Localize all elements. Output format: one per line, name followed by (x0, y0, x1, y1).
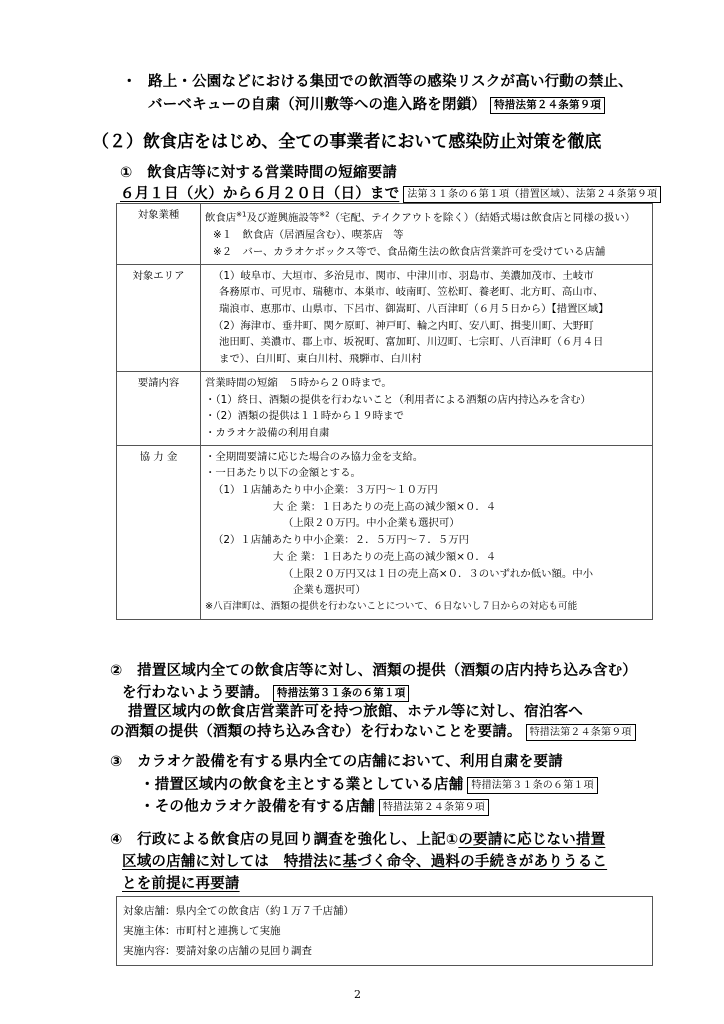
row-label: 対象エリア (117, 264, 201, 371)
law-tag: 特措法第２４条第９項 (379, 799, 489, 816)
item4-line2: 区域の店舗に対しては 特措法に基づく命令、過料の手続きがありうるこ (122, 854, 608, 870)
law-tag: 特措法第３１条の６第１項 (273, 685, 409, 702)
table-row (117, 204, 653, 265)
law-tag: 特措法第２４条第９項 (526, 724, 636, 741)
cell-line: （2）海津市、垂井町、関ケ原町、神戸町、輪之内町、安八町、揖斐川町、大野町 (213, 319, 594, 332)
measures-table (116, 203, 653, 620)
row-label: 協 力 金 (117, 445, 201, 619)
table-row (117, 445, 653, 619)
law-tag: 特措法第２４条第９項 (490, 97, 605, 114)
table-row (117, 264, 653, 371)
item4-line3: とを前提に再要請 (122, 876, 240, 892)
item4-line1-row (110, 828, 605, 849)
item2-line4: の酒類の提供（酒類の持ち込み含む）を行わないことを要請。 (110, 724, 522, 740)
section-heading: （２）飲食店をはじめ、全ての事業者において感染防止対策を徹底 (92, 132, 602, 152)
row-content (201, 204, 653, 265)
item3-sub1: ・措置区域内の飲食を主とする業としている店舗 (140, 777, 464, 793)
item1-title: ① 飲食店等に対する営業時間の短縮要請 (120, 165, 398, 181)
bullet1-line2 (148, 93, 605, 114)
cell-line: ※１ 飲食店（居酒屋含む）、喫茶店 等 (213, 229, 404, 242)
cell-line: 営業時間の短縮 ５時から２０時まで。 (205, 376, 392, 389)
item2-line3: 措置区域内の飲食店営業許可を持つ旅館、ホテル等に対し、宿泊客へ (128, 704, 583, 720)
cell-line: ・（2）酒類の提供は１１時から１９時まで (205, 410, 404, 423)
page-number: 2 (354, 988, 361, 1001)
item3-sub2: ・その他カラオケ設備を有する店舗 (140, 799, 375, 815)
item2-line2-row (122, 681, 409, 702)
cell-line: 池田町、美濃市、郡上市、坂祝町、富加町、川辺町、七宗町、八百津町（６月４日 (219, 336, 604, 349)
cell-line: ・全期間要請に応じた場合のみ協力金を支給。 (205, 450, 424, 463)
cell-line: 企業も選択可） (293, 584, 366, 597)
item4-line1b: の要請に応じない措置 (458, 832, 606, 848)
cell-line (205, 207, 648, 227)
inspection-box (116, 896, 653, 966)
cell-line: 瑞浪市、恵那市、山県市、下呂市、御嵩町、八百津町（６月５日から）【措置区域】 (219, 302, 609, 315)
cell-line: （2）１店舗あたり中小企業：２．５万円～７．５万円 (213, 534, 469, 547)
item3-line1: ③ カラオケ設備を有する県内全ての店舗において、利用自粛を要請 (110, 754, 563, 770)
cell-line: 各務原市、可児市、瑞穂市、本巣市、岐南町、笠松町、養老町、北方町、高山市、 (219, 286, 604, 299)
cell-line: ※八百津町は、酒類の提供を行わないことについて、６日ないし７日からの対応も可能 (205, 600, 578, 612)
cell-line: ※２ バー、カラオケボックス等で、食品衛生法の飲食店営業許可を受けている店舗 (213, 245, 606, 258)
law-tag: 法第３１条の６第１項（措置区域）、法第２４条第９項 (403, 186, 661, 203)
row-content (201, 371, 653, 445)
cell-line: 大 企 業：１日あたりの売上高の減少額×０．４ (273, 500, 497, 513)
row-content (201, 264, 653, 371)
cell-text: 飲食店$^{※1}$及び遊興施設等$^{※2}$（宅配、テイクアウトを除く）（結婚式場は飲食店と同様の扱い） (205, 211, 636, 225)
box-line: 対象店舗：県内全ての飲食店（約１万７千店舗） (123, 905, 354, 917)
cell-line: ・カラオケ設備の利用自粛 (205, 426, 330, 439)
item1-period: ６月１日（火）から６月２０日（日）まで (120, 186, 400, 202)
row-content (201, 445, 653, 619)
cell-line: （1）１店舗あたり中小企業：３万円～１０万円 (213, 484, 438, 497)
item2-line1: ② 措置区域内全ての飲食店等に対し、酒類の提供（酒類の店内持ち込み含む） (110, 663, 637, 679)
table-row (117, 371, 653, 445)
bullet-mark: ・ (122, 74, 137, 90)
row-label: 要請内容 (117, 371, 201, 445)
bullet1-line2-text: バーベキューの自粛（河川敷等への進入路を閉鎖） (148, 97, 487, 113)
cell-line: ・一日あたり以下の金額とする。 (205, 467, 361, 480)
cell-line: 大 企 業：１日あたりの売上高の減少額×０．４ (273, 550, 497, 563)
cell-line: （上限２０万円。中小企業も選択可） (283, 517, 460, 530)
item4-line1a: ④ 行政による飲食店の見回り調査を強化し、上記① (110, 832, 459, 848)
item3-sub1-row (140, 773, 598, 794)
bullet1-line1: 路上・公園などにおける集団での飲酒等の感染リスクが高い行動の禁止、 (148, 74, 633, 90)
item1-period-row (120, 182, 661, 203)
row-label: 対象業種 (117, 204, 201, 265)
item2-line2: を行わないよう要請。 (122, 685, 269, 701)
law-tag: 特措法第３１条の６第１項 (467, 777, 597, 794)
item2-line4-row (110, 720, 636, 741)
cell-line: まで）、白川町、東白川村、飛騨市、白川村 (219, 353, 422, 366)
cell-line: ・（1）終日、酒類の提供を行わないこと（利用者による酒類の店内持込みを含む） (205, 393, 591, 406)
cell-line: （上限２０万円又は１日の売上高×０．３のいずれか低い額。中小 (283, 567, 594, 580)
item3-sub2-row (140, 795, 489, 816)
box-line: 実施主体：市町村と連携して実施 (123, 925, 281, 937)
box-line: 実施内容：要請対象の店舗の見回り調査 (123, 945, 312, 957)
cell-line: （1）岐阜市、大垣市、多治見市、関市、中津川市、羽島市、美濃加茂市、土岐市 (213, 269, 594, 282)
